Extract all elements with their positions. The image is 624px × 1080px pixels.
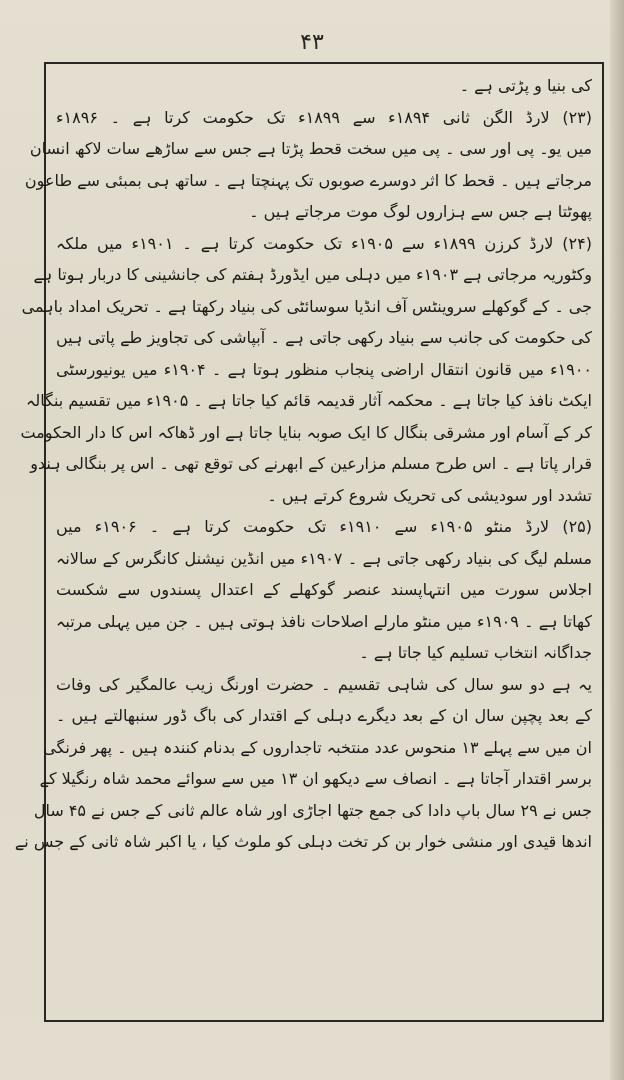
page-edge bbox=[610, 0, 624, 1080]
text-line: جداگانہ انتخاب تسلیم کیا جاتا ہے ۔ bbox=[359, 643, 592, 662]
text-line: کر کے آسام اور مشرقی بنگال کا ایک صوبہ بنایا جاتا ہے اور ڈھاکہ اس کا دار الحکومت bbox=[20, 422, 592, 442]
text-line: (۲۴) لارڈ کرزن ۱۸۹۹ء سے ۱۹۰۵ء تک حکومت کرتا ہے ۔ ۱۹۰۱ء میں ملکہ bbox=[56, 233, 592, 253]
text-line: کی بنیا و پڑتی ہے ۔ bbox=[459, 76, 592, 95]
text-line: برسر اقتدار آجاتا ہے ۔ انصاف سے دیکھو ان ۱۳ میں سے سوائے محمد شاہ رنگیلا کے bbox=[39, 769, 592, 788]
text-line: کی حکومت کی جانب سے بنیاد رکھی جاتی ہے ۔ آبپاشی کی تجاویز طے پاتی ہیں bbox=[56, 328, 592, 347]
text-line: میں یو۔ پی اور سی ۔ پی میں سخت قحط پڑتا ہے جس سے ساڑھے سات لاکھ انسان bbox=[29, 139, 592, 158]
text-line: وکٹوریہ مرجاتی ہے ۱۹۰۳ء میں دہلی میں ایڈورڈ ہفتم کی جانشینی کا دربار ہوتا ہے bbox=[33, 265, 592, 284]
text-line: ۱۹۰۰ء میں قانون انتقال اراضی پنجاب منظور ہوتا ہے ۔ ۱۹۰۴ء میں یونیورسٹی bbox=[56, 359, 592, 379]
text-line: کھاتا ہے ۔ ۱۹۰۹ء میں منٹو مارلے اصلاحات نافذ ہوتی ہیں ۔ جن میں پہلی مرتبہ bbox=[56, 611, 592, 631]
text-line: اجلاس سورت میں انتہاپسند عنصر گوکھلے کے اعتدال پسندوں سے شکست bbox=[56, 580, 592, 599]
text-frame bbox=[14, 62, 604, 1022]
text-line: جی ۔ کے گوکھلے سروینٹس آف انڈیا سوسائٹی کی بنیاد رکھتا ہے ۔ تحریک امداد باہمی bbox=[21, 296, 592, 316]
text-line: جس نے ۲۹ سال باپ دادا کی جمع جتھا اجاڑی اور شاہ عالم ثانی کے جس نے ۴۵ سال bbox=[33, 800, 592, 820]
text-line: اندھا قیدی اور منشی خوار بن کر تخت دہلی کو ملوث کیا ، یا اکبر شاہ ثانی کے جس نے bbox=[14, 832, 592, 851]
text-line: کے بعد پچپن سال ان کے بعد دیگرے دہلی کے اقتدار کی باگ ڈور سنبھالتے ہیں ۔ bbox=[56, 706, 592, 725]
text-line: (۲۳) لارڈ الگن ثانی ۱۸۹۴ء سے ۱۸۹۹ء تک حکومت کرتا ہے ۔ ۱۸۹۶ء bbox=[56, 107, 593, 127]
text-line: مرجاتے ہیں ۔ قحط کا اثر دوسرے صوبوں تک پہنچتا ہے ۔ ساتھ ہی بمبئی سے طاعون bbox=[24, 170, 592, 190]
text-body bbox=[14, 70, 593, 1010]
text-line: یہ ہے دو سو سال کی شاہی تقسیم ۔ حضرت اورنگ زیب عالمگیر کی وفات bbox=[56, 674, 592, 694]
text-line: مسلم لیگ کی بنیاد رکھی جاتی ہے ۔ ۱۹۰۷ء میں انڈین نیشنل کانگرس کے سالانہ bbox=[56, 548, 592, 568]
text-line: ان میں سے پہلے ۱۳ منحوس عدد منتخبہ تاجداروں کے بدنام کنندہ ہیں ۔ پھر فرنگی bbox=[43, 737, 592, 757]
text-line: ایکٹ نافذ کیا جاتا ہے ۔ محکمہ آثار قدیمہ قائم کیا جاتا ہے ۔ ۱۹۰۵ء میں تقسیم بنگالہ bbox=[26, 391, 592, 410]
page-number: ۴۳ bbox=[300, 30, 324, 55]
text-line: پھوٹتا ہے جس سے ہزاروں لوگ موت مرجاتے ہیں ۔ bbox=[249, 202, 592, 221]
text-line: (۲۵) لارڈ منٹو ۱۹۰۵ء سے ۱۹۱۰ء تک حکومت کرتا ہے ۔ ۱۹۰۶ء میں bbox=[56, 517, 593, 536]
text-line: تشدد اور سودیشی کی تحریک شروع کرتے ہیں ۔ bbox=[267, 485, 592, 505]
text-line: قرار پاتا ہے ۔ اس طرح مسلم مزارعین کے ابھرنے کی توقع تھی ۔ اس پر بنگالی ہندو bbox=[30, 454, 592, 473]
